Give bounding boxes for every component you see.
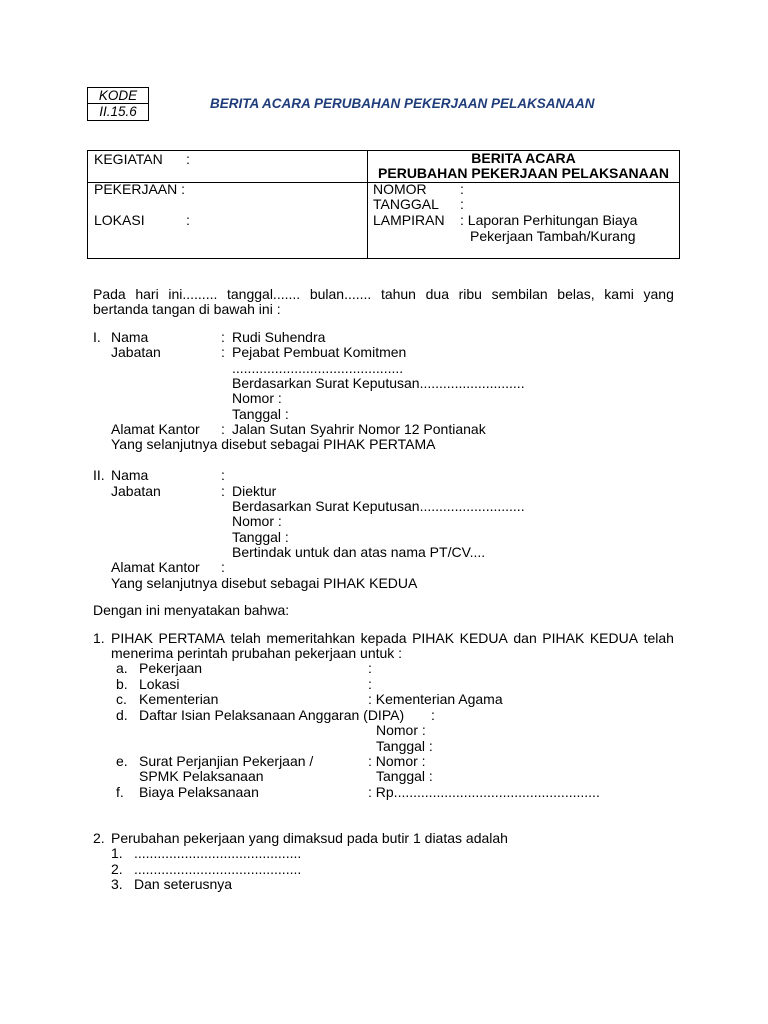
- pihak2-jabatan-label: Jabatan: [111, 483, 161, 499]
- item-d-colon: :: [431, 707, 435, 723]
- kode-label: KODE: [98, 88, 138, 103]
- item-f-letter: f.: [116, 784, 124, 800]
- pihak1-sk: Berdasarkan Surat Keputusan...........................: [232, 375, 525, 391]
- point2-item-number: 3.: [111, 876, 123, 892]
- header-table: [87, 150, 680, 259]
- point1-word: telah: [230, 630, 261, 646]
- item-c-value: : Kementerian Agama: [368, 691, 503, 707]
- intro-line2: bertanda tangan di bawah ini :: [93, 301, 281, 317]
- pihak1-dotted-line: ............................................: [232, 360, 404, 376]
- pihak2-tanggal: Tanggal :: [232, 529, 289, 545]
- intro-word: belas,: [557, 286, 595, 302]
- pihak2-nama-colon: :: [221, 467, 225, 483]
- pihak2-alamat-colon: :: [221, 559, 225, 575]
- item-d-letter: d.: [116, 707, 128, 723]
- intro-word: dua: [425, 286, 449, 302]
- intro-word: bulan.......: [309, 286, 372, 302]
- point1-word: PIHAK: [412, 630, 455, 646]
- pihak1-alamat-label: Alamat Kantor: [111, 421, 200, 437]
- point1-word: kepada: [360, 630, 407, 646]
- pihak1-jabatan-colon: :: [221, 344, 225, 360]
- tanggal-label: TANGGAL: [373, 196, 439, 212]
- nomor-label: NOMOR: [373, 181, 427, 197]
- item-a-letter: a.: [116, 660, 128, 676]
- pihak1-jabatan-label: Jabatan: [111, 344, 161, 360]
- pihak1-alamat-colon: :: [221, 421, 225, 437]
- pihak1-nama-colon: :: [221, 329, 225, 345]
- pihak1-jabatan-value: Pejabat Pembuat Komitmen: [232, 344, 407, 360]
- point1-word: PIHAK: [111, 630, 154, 646]
- item-c-label: Kementerian: [139, 691, 219, 707]
- pihak2-bertindak: Bertindak untuk dan atas nama PT/CV....: [232, 544, 486, 560]
- kegiatan-colon: :: [186, 151, 190, 167]
- table-title-line2: PERUBAHAN PEKERJAAN PELAKSANAAN: [378, 165, 669, 181]
- pihak2-alamat-label: Alamat Kantor: [111, 559, 200, 575]
- point2-item-text: ...........................................: [134, 845, 302, 861]
- kode-box: [87, 87, 149, 121]
- item-d-tanggal: Tanggal :: [376, 738, 433, 754]
- kode-number: II.15.6: [99, 104, 137, 119]
- intro-word: Pada: [93, 286, 126, 302]
- tanggal-colon: :: [460, 196, 464, 212]
- intro-word: tahun: [380, 286, 416, 302]
- item-c-letter: c.: [116, 691, 127, 707]
- intro-line1: [93, 287, 674, 302]
- lampiran-value-line2: Pekerjaan Tambah/Kurang: [470, 228, 636, 244]
- point1-word: dan: [513, 630, 537, 646]
- item-e-tanggal: Tanggal :: [376, 768, 433, 784]
- item-a-label: Pekerjaan: [139, 660, 203, 676]
- pihak1-alamat-value: Jalan Sutan Syahrir Nomor 12 Pontianak: [232, 421, 486, 437]
- intro-word: kami: [604, 286, 634, 302]
- pekerjaan-label: PEKERJAAN :: [94, 181, 186, 197]
- pihak1-nama-value: Rudi Suhendra: [232, 329, 326, 345]
- item-f-label: Biaya Pelaksanaan: [139, 784, 259, 800]
- point1-word: PERTAMA: [158, 630, 225, 646]
- document-title: BERITA ACARA PERUBAHAN PEKERJAAN PELAKSANAAN: [210, 96, 595, 111]
- point1-word: KEDUA: [589, 630, 639, 646]
- pihak2-jabatan-colon: :: [221, 483, 225, 499]
- intro-word: ini.........: [168, 286, 218, 302]
- item-e-letter: e.: [116, 753, 128, 769]
- item-f-value: : Rp.....................................................: [368, 784, 600, 800]
- point2-item-number: 2.: [111, 861, 123, 877]
- point1-word: memeritahkan: [266, 630, 356, 646]
- pihak2-number: II.: [93, 467, 105, 483]
- intro-word: ribu: [458, 286, 482, 302]
- point1-word: PIHAK: [542, 630, 585, 646]
- intro-word: hari: [135, 286, 159, 302]
- pihak2-jabatan-value: Diektur: [232, 483, 277, 499]
- point1-text-line1: [111, 631, 674, 646]
- item-e-label-line2: SPMK Pelaksanaan: [139, 768, 264, 784]
- pihak1-nama-label: Nama: [111, 329, 149, 345]
- intro-word: sembilan: [491, 286, 548, 302]
- lampiran-label: LAMPIRAN: [373, 212, 445, 228]
- point2-number: 2.: [93, 830, 105, 846]
- lampiran-value-line1: : Laporan Perhitungan Biaya: [460, 212, 638, 228]
- point1-word: KEDUA: [459, 630, 508, 646]
- pihak1-closing: Yang selanjutnya disebut sebagai PIHAK PERTAMA: [111, 436, 436, 452]
- kegiatan-label: KEGIATAN: [94, 151, 163, 167]
- point2-item-text: ...........................................: [134, 861, 302, 877]
- item-b-letter: b.: [116, 676, 128, 692]
- item-d-label: Daftar Isian Pelaksanaan Anggaran (DIPA): [139, 707, 405, 723]
- lokasi-label: LOKASI: [94, 212, 145, 228]
- pihak2-nama-label: Nama: [111, 467, 149, 483]
- item-d-nomor: Nomor :: [376, 722, 426, 738]
- intro-word: yang: [643, 286, 674, 302]
- point1-word: telah: [643, 630, 674, 646]
- intro-word: tanggal.......: [227, 286, 301, 302]
- nomor-colon: :: [460, 181, 464, 197]
- item-e-label-line1: Surat Perjanjian Pekerjaan /: [139, 753, 314, 769]
- point1-text-line2: menerima perintah prubahan pekerjaan untuk :: [111, 645, 403, 661]
- pihak1-tanggal: Tanggal :: [232, 406, 289, 422]
- pihak2-nomor: Nomor :: [232, 513, 282, 529]
- pihak1-nomor: Nomor :: [232, 390, 282, 406]
- point2-item-number: 1.: [111, 845, 123, 861]
- item-b-value: :: [368, 676, 372, 692]
- pihak2-closing: Yang selanjutnya disebut sebagai PIHAK KEDUA: [111, 575, 418, 591]
- item-b-label: Lokasi: [139, 676, 180, 692]
- item-a-value: :: [368, 660, 372, 676]
- pihak1-number: I.: [93, 329, 101, 345]
- item-e-nomor: : Nomor :: [368, 753, 426, 769]
- table-title-line1: BERITA ACARA: [471, 150, 576, 166]
- statement: Dengan ini menyatakan bahwa:: [93, 602, 290, 618]
- pihak2-sk: Berdasarkan Surat Keputusan...........................: [232, 498, 525, 514]
- point2-text: Perubahan pekerjaan yang dimaksud pada butir 1 diatas adalah: [111, 830, 508, 846]
- point1-number: 1.: [93, 630, 105, 646]
- lokasi-colon: :: [186, 212, 190, 228]
- point2-item-text: Dan seterusnya: [134, 876, 233, 892]
